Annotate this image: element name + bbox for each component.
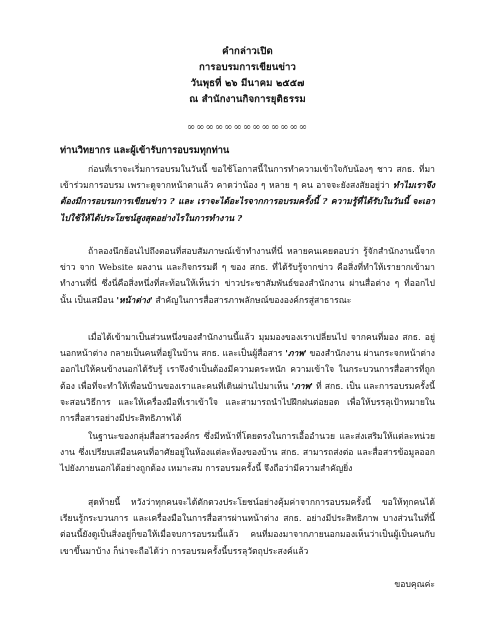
document-date: วันพุธที่ ๒๖ มีนาคม ๒๕๕๗ xyxy=(190,78,305,89)
paragraph-3-text: เมื่อได้เข้ามาเป็นส่วนหนึ่งของสำนักงานนี้แล้ว มุมมองของเราเปลี่ยนไป จากคนที่มอง สกธ. อยู่นอกหน้าต่าง กลายเป็นคนที่อยู่ในบ้าน สกธ. และเป็นผู้สื่อสาร xyxy=(60,333,435,360)
paragraph-3 xyxy=(60,330,435,427)
document-header xyxy=(0,44,495,108)
paragraph-3-emphasis-1: 'ภาพ' xyxy=(285,349,307,360)
closing-remark: ขอบคุณค่ะ xyxy=(394,580,435,590)
paragraph-2-emphasis: 'หน้าต่าง' xyxy=(116,295,153,306)
paragraph-4 xyxy=(60,429,435,478)
paragraph-1-emphasis: ทำไมเราจึงต้องมีการอบรมการเขียนข่าว ? และ เราจะได้อะไรจากการอบรมครั้งนี้ ? ความรู้ที่ได้รับในวันนี้ จะเอาไปใช้ให้ได้ประโยชน์สูงสุดอย่างไรในการทำงาน ? xyxy=(60,181,435,224)
paragraph-5 xyxy=(60,495,435,560)
paragraph-3-text-mid: ของสำนักงาน ผ่านกระจกหน้าต่างออกไปให้คนข้างนอกได้รับรู้ เราจึงจำเป็นต้องมีความตระหนัก ความเข้าใจ ในกระบวนการสื่อสารที่ถูกต้อง เพื่อที่จะทำให้เพื่อนบ้านของเราและคนที่เดินผ่านไปมาเห็น xyxy=(60,349,435,392)
paragraph-3-text-end: ที่ สกธ. เป็น และการอบรมครั้งนี้ จะสอนวิธีการ และให้เครื่องมือที่เราเข้าใจ และสามารถนำไปฝึกฝนต่อยอด เพื่อให้บรรลุเป้าหมายในการสื่อสารอย่างมีประสิทธิภาพได้ xyxy=(60,381,435,425)
paragraph-4-text: ในฐานะของกลุ่มสื่อสารองค์กร ซึ่งมีหน้าที่โดยตรงในการเอื้ออำนวย และส่งเสริมให้แต่ละหน่วยงาน ซึ่งเปรียบเสมือนคนที่อาศัยอยู่ในห้องแต่ละห้องของบ้าน สกธ. สามารถส่งต่อ และสื่อสารข้อมูลออกไปยังภายนอกได้อย่างถูกต้อง เหมาะสม การอบรมครั้งนี้ จึงถือว่ามีความสำคัญยิ่ง xyxy=(60,432,435,475)
document-subtitle: การอบรมการเขียนข่าว xyxy=(198,62,297,73)
paragraph-3-emphasis-2: 'ภาพ' xyxy=(291,381,313,392)
document-venue: ณ สำนักงานกิจการยุติธรรม xyxy=(189,94,306,105)
paragraph-1 xyxy=(60,162,435,227)
paragraph-5-text: สุดท้ายนี้ หวังว่าทุกคนจะได้ตักตวงประโยชน์อย่างคุ้มค่าจากการอบรมครั้งนี้ ขอให้ทุกคนได้เรียนรู้กระบวนการ และเครื่องมือในการสื่อสารผ่านหน้าต่าง สกธ. อย่างมีประสิทธิภาพ บางส่วนในที่นี้ต่อนนี้ยังดูเป็นสิ่งอยู่ก็ขอให้เมื่อจบการอบรมนี้แล้ว คนที่มองมาจากภายนอกมองเห็นว่าเป็นผู้เป็นคนกับเขาขึ้นมาบ้าง ก็น่าจะถือได้ว่า การอบรมครั้งนี้บรรลุวัตถุประสงค์แล้ว xyxy=(60,498,435,557)
ornament-divider: ∞∞∞∞∞∞∞∞∞∞∞∞∞ xyxy=(186,122,309,133)
paragraph-1-text: ก่อนที่เราจะเริ่มการอบรมในวันนี้ ขอใช้โอกาสนี้ในการทำความเข้าใจกับน้องๆ ชาว สกธ. ที่มาเข้าร่วมการอบรม เพราะดูจากหน้าตาแล้ว คาดว่าน้อง ๆ หลาย ๆ คน อาจจะยังสงสัยอยู่ว่า xyxy=(60,165,435,192)
salutation: ท่านวิทยากร และผู้เข้ารับการอบรมทุกท่าน xyxy=(60,145,230,156)
paragraph-2-text-end: สำคัญในการสื่อสารภาพลักษณ์ขององค์กรสู่สาธารณะ xyxy=(155,295,352,306)
paragraph-2-text: ถ้าลองนึกย้อนไปถึงตอนที่สอบสัมภาษณ์เข้าทำงานที่นี่ หลายคนเคยตอบว่า รู้จักสำนักงานนี้จากข่าว จาก Website ผลงาน และกิจกรรมดี ๆ ของ สกธ. ที่ได้รับรู้จากข่าว คือสิ่งที่ทำให้เรายากเข้ามาทำงานที่นี่ ซึ่งนี่คือสิ่งหนึ่งที่สะท้อนให้เห็นว่า ข่าวประชาสัมพันธ์ของสำนักงาน ผ่านสื่อต่าง ๆ ที่ออกไปนั้น เป็นเสมือน xyxy=(60,247,435,306)
document-title: คำกล่าวเปิด xyxy=(222,46,273,57)
paragraph-2 xyxy=(60,244,435,309)
